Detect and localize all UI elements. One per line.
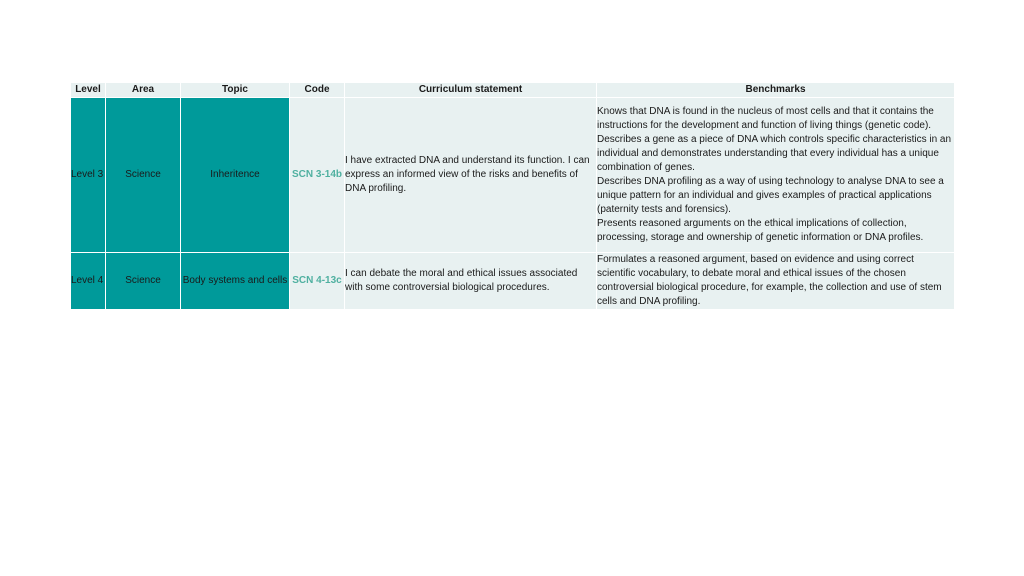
benchmark-item: Describes a gene as a piece of DNA which controls specific characteristics in an individual and demonstrates understanding that every individual has a unique combination of genes. (597, 134, 952, 173)
curriculum-table (70, 82, 955, 310)
header-curriculum-statement: Curriculum statement (345, 83, 596, 97)
cell-curriculum-statement: I can debate the moral and ethical issues associated with some controversial biological procedures. (345, 253, 596, 309)
cell-area: Science (106, 98, 180, 252)
cell-area: Science (106, 253, 180, 309)
cell-topic: Inheritence (181, 98, 289, 252)
header-level: Level (71, 83, 105, 97)
benchmark-item: Knows that DNA is found in the nucleus of most cells and that it contains the instructions for the development and function of living things (genetic code). (597, 106, 934, 131)
table-row (71, 98, 954, 252)
cell-curriculum-statement: I have extracted DNA and understand its function. I can express an informed view of the risks and benefits of DNA profiling. (345, 98, 596, 252)
cell-level: Level 4 (71, 253, 105, 309)
header-topic: Topic (181, 83, 289, 97)
header-benchmarks: Benchmarks (597, 83, 954, 97)
cell-level: Level 3 (71, 98, 105, 252)
benchmark-item: Formulates a reasoned argument, based on evidence and using correct scientific vocabulary, to debate moral and ethical issues of the chosen controversial biological procedure, for example, the collection and use of stem cells and DNA profiling. (597, 254, 942, 307)
benchmark-item: Presents reasoned arguments on the ethical implications of collection, processing, storage and ownership of genetic information or DNA profiles. (597, 218, 924, 243)
header-area: Area (106, 83, 180, 97)
cell-benchmarks (597, 98, 954, 252)
cell-topic: Body systems and cells (181, 253, 289, 309)
benchmark-item: Describes DNA profiling as a way of using technology to analyse DNA to see a unique pattern for an individual and gives examples of practical applications (paternity tests and forensics). (597, 176, 944, 215)
table-row (71, 253, 954, 309)
header-code: Code (290, 83, 344, 97)
cell-benchmarks (597, 253, 954, 309)
cell-code: SCN 3-14b (290, 98, 344, 252)
table-header-row (71, 83, 954, 97)
cell-code: SCN 4-13c (290, 253, 344, 309)
